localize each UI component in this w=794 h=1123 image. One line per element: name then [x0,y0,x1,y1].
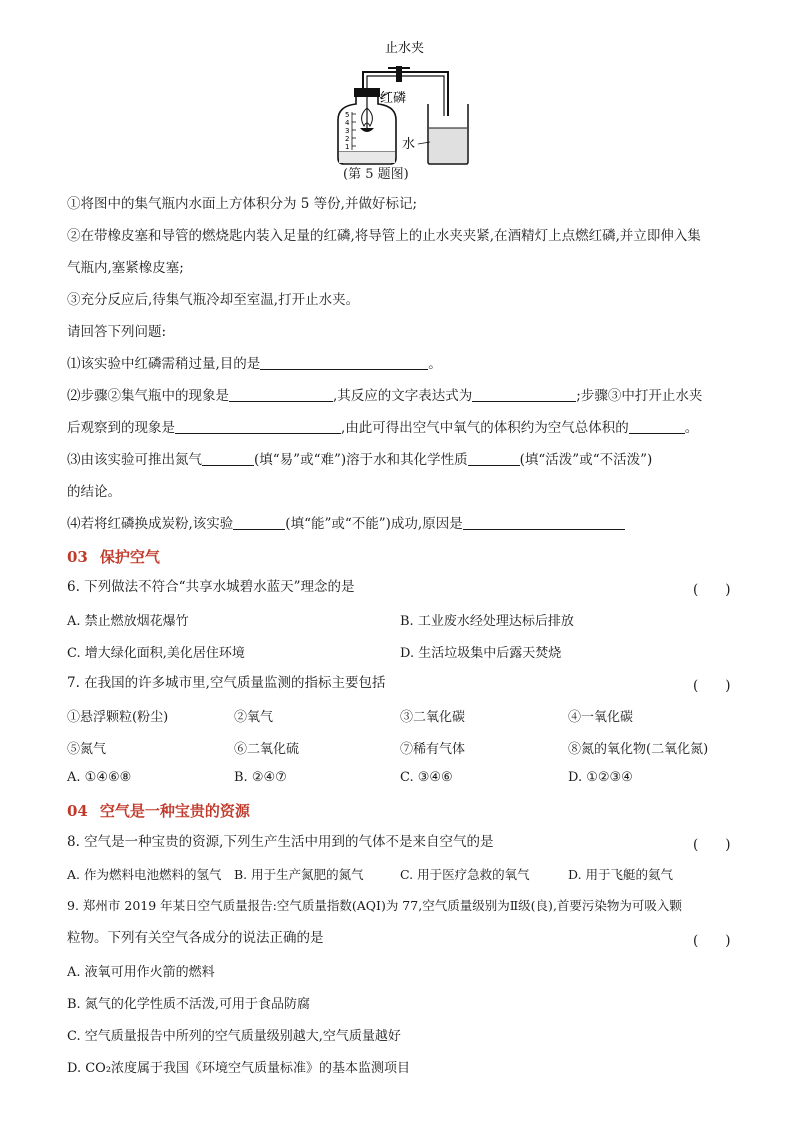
q7-option-b[interactable]: B. ②④⑦ [234,770,287,785]
label-clamp: 止水夹 [385,41,425,56]
q6-option-a[interactable]: A. 禁止燃放烟花爆竹 [67,614,189,629]
q6-option-d[interactable]: D. 生活垃圾集中后露天焚烧 [400,646,562,661]
q5-part2-text-a: ⑵步骤②集气瓶中的现象是 [67,388,229,404]
q6-option-b[interactable]: B. 工业废水经处理达标后排放 [400,614,574,629]
q5-step2-b: 气瓶内,塞紧橡皮塞; [67,260,184,276]
q5-part1-blank[interactable] [260,355,428,370]
scale-mark-1: 1 [345,143,350,151]
q5-part2-line1 [67,387,702,405]
q5-part4-text-b: (填“能”或“不能”)成功,原因是 [285,516,463,532]
q5-step3: ③充分反应后,待集气瓶冷却至室温,打开止水夹。 [67,292,360,308]
q7-option-d[interactable]: D. ①②③④ [568,770,633,785]
q5-step1: ①将图中的集气瓶内水面上方体积分为 5 等份,并做好标记; [67,196,418,212]
q7-item-5: ⑤氮气 [67,742,107,757]
q9-answer-paren[interactable]: ( ) [693,933,731,949]
q5-part3-text-c: (填“活泼”或“不活泼”) [519,452,653,468]
q7-option-a[interactable]: A. ①④⑥⑧ [67,770,132,785]
q5-part4-blank2[interactable] [463,515,625,530]
q5-part2-text-c: ;步骤③中打开止水夹 [576,388,703,404]
section-04-number: 04 [67,802,88,820]
q5-part2-blank1[interactable] [229,387,333,402]
q7-item-2: ②氧气 [234,710,274,725]
label-water: 水 [402,137,416,152]
q7-option-c[interactable]: C. ③④⑥ [400,770,453,785]
q8-stem: 8. 空气是一种宝贵的资源,下列生产生活中用到的气体不是来自空气的是 [67,834,494,850]
q5-part2-text-f: 。 [684,420,699,436]
section-03-heading [67,546,160,567]
q6-answer-paren[interactable]: ( ) [693,582,731,598]
q5-part1-end: 。 [428,356,442,372]
q5-part2-line2 [67,419,698,437]
q8-option-b[interactable]: B. 用于生产氮肥的氮气 [234,867,364,882]
q5-part2-blank3[interactable] [175,419,341,434]
q5-part3-line1 [67,451,652,469]
q5-part3-line2: 的结论。 [67,484,121,500]
q6-option-c[interactable]: C. 增大绿化面积,美化居住环境 [67,646,245,661]
section-04-heading [67,800,250,821]
scale-mark-3: 3 [345,127,350,135]
q5-part3-text-b: (填“易”或“难”)溶于水和其化学性质 [254,452,468,468]
scale-mark-4: 4 [345,119,350,127]
q7-item-8: ⑧氮的氧化物(二氧化氮) [568,742,709,757]
q5-part1-text: ⑴该实验中红磷需稍过量,目的是 [67,356,261,372]
q6-stem: 6. 下列做法不符合“共享水城碧水蓝天”理念的是 [67,579,355,595]
q8-option-d[interactable]: D. 用于飞艇的氦气 [568,867,674,882]
label-phosphorus: 红磷 [380,91,407,106]
scale-mark-5: 5 [345,111,350,119]
q7-item-6: ⑥二氧化硫 [234,742,300,757]
q5-part3-blank2[interactable] [468,451,520,466]
q9-option-a[interactable]: A. 液氧可用作火箭的燃料 [67,965,215,980]
q9-option-d[interactable]: D. CO₂浓度属于我国《环境空气质量标准》的基本监测项目 [67,1061,411,1076]
q5-part2-text-d: 后观察到的现象是 [67,420,175,436]
q9-option-c[interactable]: C. 空气质量报告中所列的空气质量级别越大,空气质量越好 [67,1029,401,1044]
q8-option-c[interactable]: C. 用于医疗急救的氧气 [400,867,530,882]
apparatus-diagram [330,36,480,184]
q5-part2-blank2[interactable] [472,387,576,402]
q8-option-a[interactable]: A. 作为燃料电池燃料的氢气 [67,867,222,882]
section-04-title: 空气是一种宝贵的资源 [99,802,250,820]
section-03-title: 保护空气 [99,548,160,566]
q5-step2-a: ②在带橡皮塞和导管的燃烧匙内装入足量的红磷,将导管上的止水夹夹紧,在酒精灯上点燃红磷,并立即伸入集 [67,228,701,244]
q7-item-1: ①悬浮颗粒(粉尘) [67,710,169,725]
scale-mark-2: 2 [345,135,350,143]
q5-part4-blank1[interactable] [233,515,285,530]
q9-stem-a: 9. 郑州市 2019 年某日空气质量报告:空气质量指数(AQI)为 77,空气质量级别为Ⅱ级(良),首要污染物为可吸入颗 [67,898,682,913]
q7-answer-paren[interactable]: ( ) [693,678,731,694]
q7-stem: 7. 在我国的许多城市里,空气质量监测的指标主要包括 [67,675,386,691]
q8-answer-paren[interactable]: ( ) [693,837,731,853]
section-03-number: 03 [67,548,88,566]
q5-part3-blank1[interactable] [202,451,254,466]
q5-prompt: 请回答下列问题: [67,324,167,340]
q5-part2-text-e: ,由此可得出空气中氧气的体积约为空气总体积的 [341,420,629,436]
q9-stem-b: 粒物。下列有关空气各成分的说法正确的是 [67,930,324,946]
q7-item-4: ④一氧化碳 [568,710,634,725]
q5-part4 [67,515,625,533]
figure-caption: (第 5 题图) [343,167,409,182]
q5-part4-text-a: ⑷若将红磷换成炭粉,该实验 [67,516,234,532]
q7-item-7: ⑦稀有气体 [400,742,466,757]
apparatus-figure [330,36,480,184]
q5-part1 [67,355,442,373]
q5-part2-text-b: ,其反应的文字表达式为 [333,388,473,404]
q5-part3-text-a: ⑶由该实验可推出氮气 [67,452,202,468]
q9-option-b[interactable]: B. 氮气的化学性质不活泼,可用于食品防腐 [67,997,310,1012]
q7-item-3: ③二氧化碳 [400,710,466,725]
q5-part2-blank4[interactable] [629,419,685,434]
